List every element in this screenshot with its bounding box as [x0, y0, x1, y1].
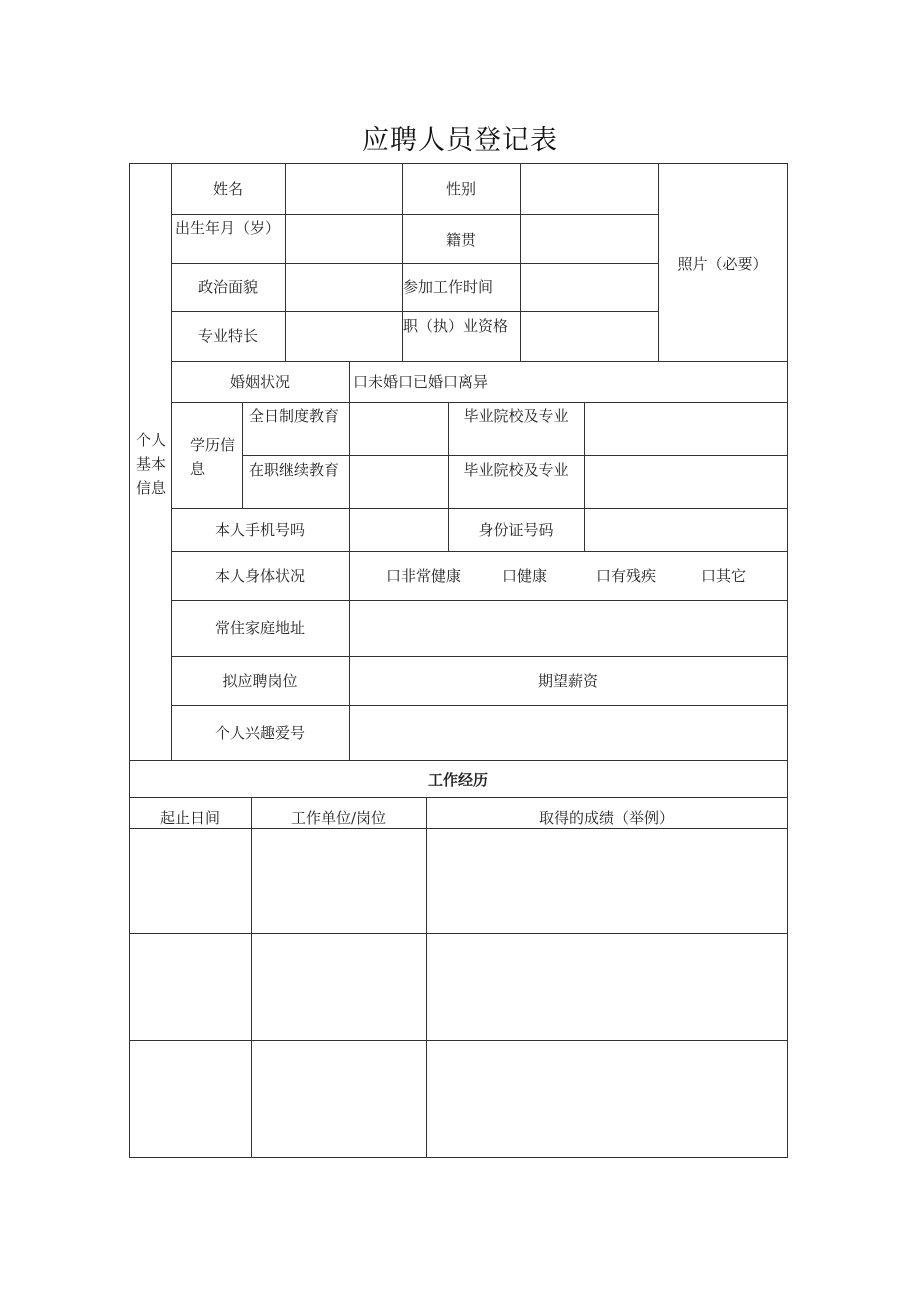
health-option: 口有残疾: [596, 567, 657, 585]
work-header-employer: 工作单位/岗位: [290, 809, 387, 827]
health-option: 口健康: [502, 567, 548, 585]
photo-placeholder: 照片（必要）: [677, 255, 768, 273]
education-label-line-2: 息: [190, 460, 206, 478]
section-label-line-1: 个人: [136, 431, 167, 449]
section-label-line-2: 基本: [136, 455, 167, 473]
phone-label: 本人手机号吗: [214, 521, 305, 539]
work-start-label: 参加工作时间: [403, 278, 494, 296]
marital-options: 口未婚口已婚口离异: [353, 373, 489, 391]
work-header-period: 起止日间: [159, 809, 220, 827]
address-label: 常住家庭地址: [214, 619, 305, 637]
health-option: 口其它: [701, 567, 747, 585]
work-header-achievements: 取得的成绩（举例）: [538, 809, 674, 827]
native-place-label: 籍贯: [445, 231, 476, 249]
health-label: 本人身体状况: [214, 567, 305, 585]
specialty-label: 专业特长: [197, 327, 258, 345]
section-label-line-3: 信息: [136, 479, 167, 497]
position-label: 拟应聘岗位: [222, 672, 298, 690]
school-major-label: 毕业院校及专业: [463, 461, 569, 479]
work-section-title: 工作经历: [427, 771, 488, 789]
inservice-edu-label: 在职继续教育: [249, 461, 340, 479]
name-label: 姓名: [212, 180, 243, 198]
marital-label: 婚姻状况: [229, 373, 290, 391]
hobby-label: 个人兴趣爱号: [214, 724, 305, 742]
fulltime-edu-label: 全日制度教育: [249, 407, 340, 425]
birth-label: 出生年月（岁）: [175, 219, 281, 237]
education-label-line-1: 学历信: [190, 436, 236, 454]
school-major-label: 毕业院校及专业: [463, 407, 569, 425]
id-number-label: 身份证号码: [478, 521, 554, 539]
political-label: 政治面貌: [197, 278, 258, 296]
gender-label: 性别: [445, 180, 476, 198]
page-title: 应聘人员登记表: [362, 125, 558, 156]
health-option: 口非常健康: [386, 567, 462, 585]
salary-label: 期望薪资: [537, 672, 598, 690]
qualification-label: 职（执）业资格: [403, 317, 509, 335]
